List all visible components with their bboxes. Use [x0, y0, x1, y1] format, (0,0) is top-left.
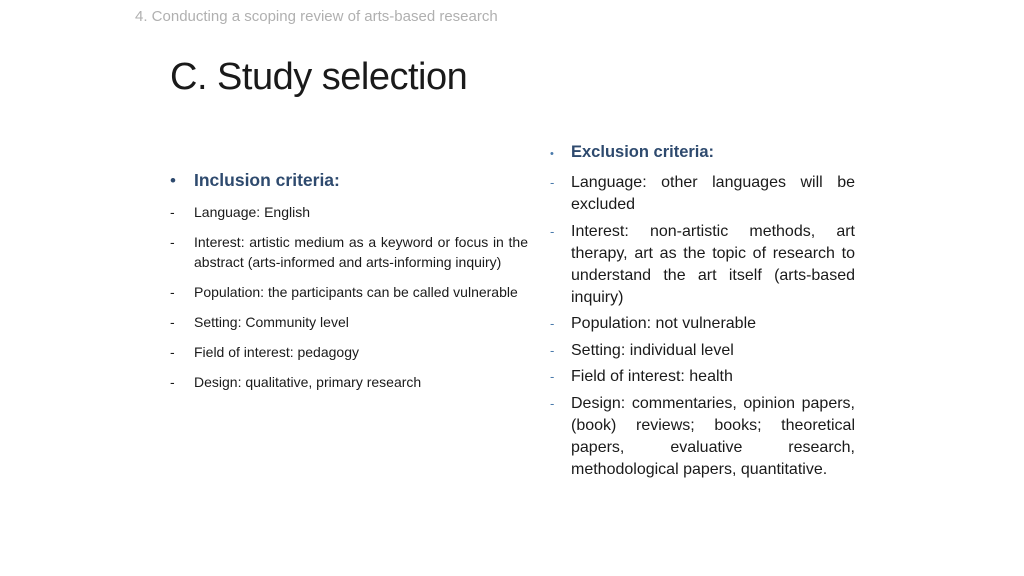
page-title: C. Study selection [170, 56, 468, 98]
inclusion-list [170, 202, 528, 392]
bullet-icon: • [170, 171, 176, 190]
list-item-text: Language: other languages will be excluded [571, 174, 855, 213]
exclusion-heading: Exclusion criteria: [571, 143, 715, 161]
list-item [550, 393, 855, 481]
list-item-text: Field of interest: health [571, 368, 733, 385]
exclusion-list [550, 172, 855, 481]
dash-icon: - [170, 284, 175, 300]
dash-icon: - [550, 342, 555, 358]
dash-icon: - [170, 374, 175, 390]
list-item [550, 221, 855, 309]
dash-icon: - [550, 175, 555, 190]
list-item-text: Population: the participants can be called vulnerable [194, 284, 518, 300]
list-item-text: Setting: individual level [571, 341, 734, 359]
dash-icon: - [550, 369, 555, 384]
list-item [170, 232, 528, 272]
inclusion-heading: Inclusion criteria: [194, 170, 340, 190]
list-item-text: Interest: artistic medium as a keyword or focus in the abstract (arts-informed and arts-informing inquiry) [194, 234, 528, 270]
list-item-text: Language: English [194, 204, 310, 220]
exclusion-heading-row [550, 143, 855, 162]
list-item-text: Design: commentaries, opinion papers, (book) reviews; books; theoretical papers, evaluative research, methodological papers, quantitative. [571, 394, 855, 478]
dash-icon: - [550, 316, 555, 331]
bullet-icon: • [550, 148, 554, 160]
list-item [170, 282, 528, 302]
list-item [550, 172, 855, 216]
dash-icon: - [170, 204, 175, 220]
list-item [170, 312, 528, 332]
list-item-text: Interest: non-artistic methods, art therapy, art as the topic of research to understand the art itself (arts-based inquiry) [571, 222, 855, 306]
dash-icon: - [550, 395, 555, 411]
list-item [170, 202, 528, 222]
list-item [550, 340, 855, 362]
list-item-text: Population: not vulnerable [571, 315, 757, 332]
dash-icon: - [170, 234, 175, 250]
list-item-text: Design: qualitative, primary research [194, 374, 422, 390]
inclusion-criteria-section [170, 170, 528, 402]
list-item [170, 342, 528, 362]
dash-icon: - [170, 344, 175, 360]
list-item-text: Setting: Community level [194, 314, 349, 330]
inclusion-heading-row [170, 170, 528, 191]
list-item [550, 313, 855, 335]
dash-icon: - [550, 223, 555, 239]
breadcrumb: 4. Conducting a scoping review of arts-based research [135, 8, 498, 25]
list-item [170, 372, 528, 392]
exclusion-criteria-section [550, 143, 855, 485]
list-item [550, 366, 855, 388]
list-item-text: Field of interest: pedagogy [194, 344, 359, 360]
dash-icon: - [170, 314, 175, 330]
